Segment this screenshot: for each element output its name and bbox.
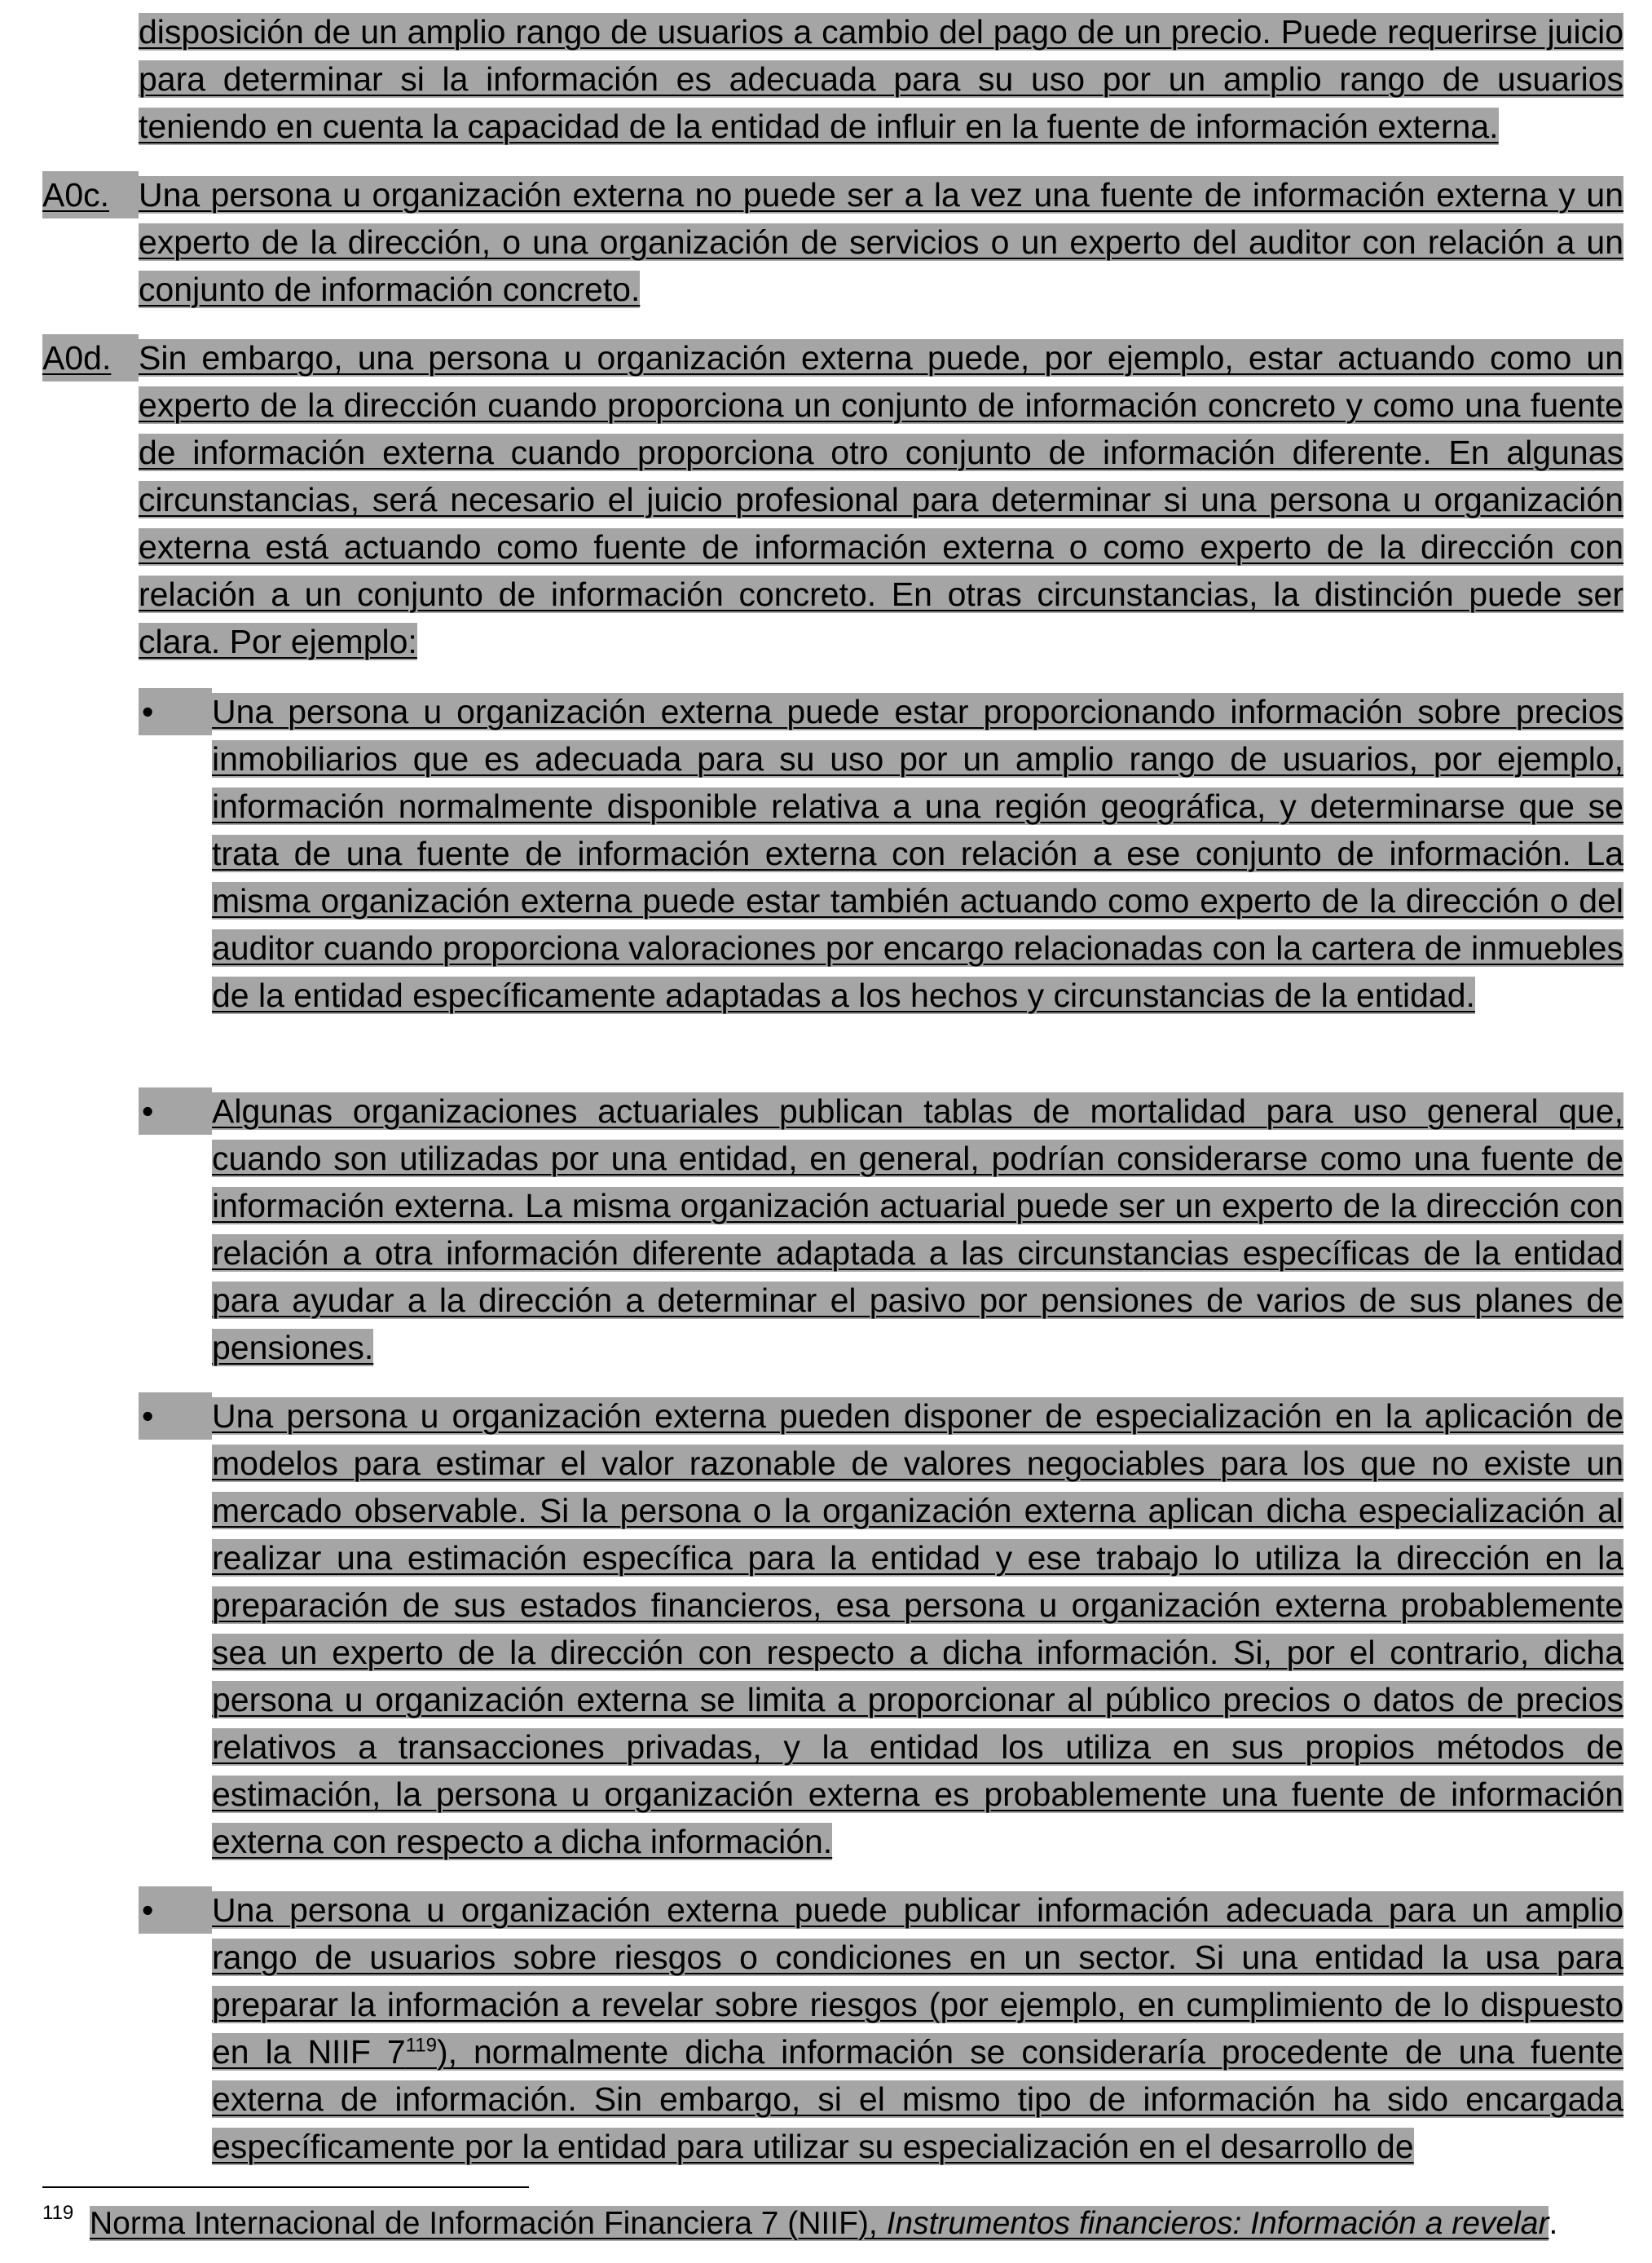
paragraph-intro-tail [139, 8, 1623, 150]
paragraph-a0d-label: A0d. [42, 334, 139, 382]
bullet-item-1-text: Una persona u organización externa puede estar proporcionando información sobre precios inmobiliarios que es adecuada para su uso por un amplio rango de usuarios, por ejemplo, información normalmente disponible relativa a una región geográfica, y determinarse que se trata de una fuente de información externa con relación a ese conjunto de información. La misma organización externa puede estar también actuando como experto de la dirección o del auditor cuando proporciona valoraciones por encargo relacionadas con la cartera de inmuebles de la entidad específicamente adaptadas a los hechos y circunstancias de la entidad. [212, 693, 1623, 1014]
bullet-item-2 [142, 1087, 1623, 1371]
bullet-symbol: • [139, 1392, 212, 1440]
footnote-number: 119 [42, 2202, 74, 2224]
bullet-item-1 [142, 688, 1623, 1019]
bullet-item-4 [142, 1886, 1623, 2170]
bullet-item-2-text: Algunas organizaciones actuariales publican tablas de mortalidad para uso general que, cuando son utilizadas por una entidad, en general, podrían considerarse como una fuente de información externa. La misma organización actuarial puede ser un experto de la dirección con relación a otra información diferente adaptada a las circunstancias específicas de la entidad para ayudar a la dirección a determinar el pasivo por pensiones de varios de sus planes de pensiones. [212, 1092, 1623, 1366]
paragraph-a0d [42, 334, 1623, 665]
footnote-separator [42, 2186, 529, 2188]
bullet-symbol: • [139, 1886, 212, 1934]
bullet-item-3 [142, 1392, 1623, 1865]
paragraph-a0c-label: A0c. [42, 171, 139, 218]
bullet-symbol: • [139, 688, 212, 735]
footnote-reference[interactable]: 119 [405, 2034, 437, 2057]
paragraph-a0c-text: Una persona u organización externa no puede ser a la vez una fuente de información externa y un experto de la dirección, o una organización de servicios o un experto del auditor con relación a un conjunto de información concreto. [139, 176, 1623, 308]
bullet-item-4-text: Una persona u organización externa puede publicar información adecuada para un amplio rango de usuarios sobre riesgos o condiciones en un sector. Si una entidad la usa para preparar la información a revelar sobre riesgos (por ejemplo, en cumplimiento de lo dispuesto en la NIIF $7^{119}$), normalmente dicha información se consideraría procedente de una fuente externa de información. Sin embargo, si el mismo tipo de información ha sido encargada específicamente por la entidad para utilizar su especialización en el desarrollo de [212, 1891, 1623, 2165]
paragraph-a0d-text: Sin embargo, una persona u organización externa puede, por ejemplo, estar actuando como un experto de la dirección cuando proporciona un conjunto de información concreto y como una fuente de información externa cuando proporciona otro conjunto de información diferente. En algunas circunstancias, será necesario el juicio profesional para determinar si una persona u organización externa está actuando como fuente de información externa o como experto de la dirección con relación a un conjunto de información concreto. En otras circunstancias, la distinción puede ser clara. Por ejemplo: [139, 339, 1623, 660]
paragraph-intro-tail-text: disposición de un amplio rango de usuarios a cambio del pago de un precio. Puede requerirse juicio para determinar si la información es adecuada para su uso por un amplio rango de usuarios teniendo en cuenta la capacidad de la entidad de influir en la fuente de información externa. [139, 13, 1623, 145]
footnote: 119 Norma Internacional de Información Financiera 7 (NIIF), Instrumentos financieros: Información a revelar. [42, 2202, 1558, 2241]
footnote-text: Norma Internacional de Información Financiera 7 (NIIF), Instrumentos financieros: Información a revelar [90, 2206, 1549, 2241]
paragraph-a0c [42, 171, 1623, 313]
bullet-item-3-text: Una persona u organización externa pueden disponer de especialización en la aplicación de modelos para estimar el valor razonable de valores negociables para los que no existe un mercado observable. Si la persona o la organización externa aplican dicha especialización al realizar una estimación específica para la entidad y ese trabajo lo utiliza la dirección en la preparación de sus estados financieros, esa persona u organización externa probablemente sea un experto de la dirección con respecto a dicha información. Si, por el contrario, dicha persona u organización externa se limita a proporcionar al público precios o datos de precios relativos a transacciones privadas, y la entidad los utiliza en sus propios métodos de estimación, la persona u organización externa es probablemente una fuente de información externa con respecto a dicha información. [212, 1397, 1623, 1860]
bullet-symbol: • [139, 1087, 212, 1135]
